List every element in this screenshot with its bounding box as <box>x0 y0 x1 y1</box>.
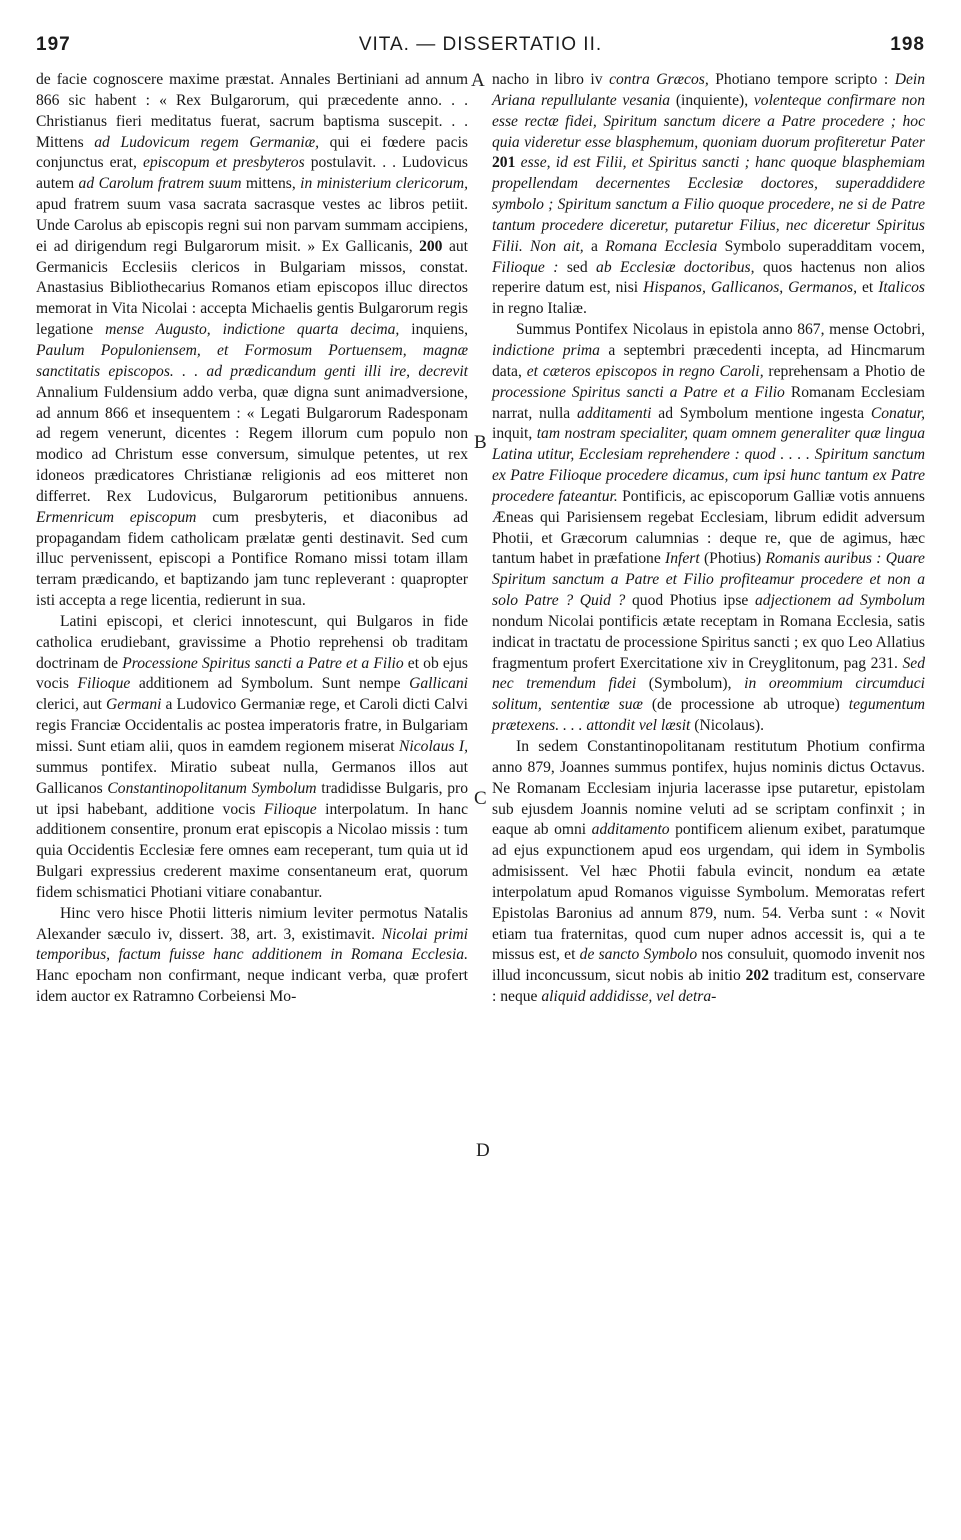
margin-marker-d: D <box>476 1140 490 1161</box>
right-paragraph-2: Summus Pontifex Nicolaus in epistola anno 867, mense Octobri, indictione prima a septembri præcedenti incepta, ad Hincmarum data, et cæteros episcopos in regno Caroli, reprehensam a Photio de processione Spiritus sancti a Patre et a Filio Romanam Ecclesiam narrat, nulla additamenti ad Symbolum mentione ingesta Conatur, inquit, tam nostram specialiter, quam omnem generaliter quæ lingua Latina utitur, Ecclesiam reprehendere : quod . . . . Spiritum sanctum ex Patre Filioque procedere dicamus, cum ipsi hunc tantum ex Patre procedere fateantur. Pontificis, ac episcoporum Galliæ votis annuens Æneas qui Parisiensem regebat Ecclesiam, librum edidit adversum Photii, et Græcorum calumnias : deque re, que de agimus, hæc tantum habet in præfatione Infert (Photius) Romanis auribus : Quare Spiritum sanctum a Patre et Filio profiteamur procedere et non a solo Patre ? Quid ? quod Photius ipse adjectionem ad Symbolum nondum Nicolai pontificis ætate receptam in Romana Ecclesia, satis indicat in tractatu de processione Spiritus sancti ; ex quo Leo Allatius fragmentum profert Exercitatione xiv in Creyglitonum, pag 231. Sed nec tremendum fidei (Symbolum), in oreommium circumduci solitum, sententiæ suæ (de processione ab utroque) tegumentum prætexens. . . . attondit vel læsit (Nicolaus). <box>492 321 926 735</box>
folio-marker: 201 <box>492 154 516 172</box>
left-paragraph-3: Hinc vero hisce Photii litteris nimium leviter permotus Natalis Alexander sæculo iv, dissert. 38, art. 3, existimavit. Nicolai primi temporibus, factum fuisse hanc additionem in Romana Ecclesia. Hanc epocham non confirmant, neque indicant verba, quæ profert idem auctor ex Ratramno Corbeiensi Mo- <box>36 904 468 1006</box>
page-number-right: 198 <box>890 34 925 55</box>
running-header <box>36 34 925 64</box>
right-paragraph-1: nacho in libro iv contra Græcos, Photiano tempore scripto : Dein Ariana repullulante vesania (inquiente), volenteque confirmare non esse rectæ fidei, Spiritum sanctum dicere a Patre procedere ; hoc quia videretur esse blasphemum, quoniam duorum profiteretur Pater 201 esse, id est Filii, et Spiritus sancti ; hanc quoque blasphemiam propellendam decernentes Ecclesiæ doctores, superaddidere symbolo ; Spiritum sanctum a Filio quoque procedere, ne si de Patre tantum procedere diceretur, putaretur Filius, nec diceretur Spiritus Filii. Non ait, a Romana Ecclesia Symbolo superadditam vocem, Filioque : sed ab Ecclesiæ doctoribus, quos hactenus non alios reperire datum est, nisi Hispanos, Gallicanos, Germanos, et Italicos in regno Italiæ. <box>492 71 925 318</box>
left-paragraph-1: de facie cognoscere maxime præstat. Annales Bertiniani ad annum 866 sic habent : « Rex Bulgarorum, qui præcedente anno. . . Christianus fieri meditatus fuerat, sacrum baptisma suscepit. . . Mittens ad Ludovicum regem Germaniæ, qui ei fœdere pacis conjunctus erat, episcopum et presbyteros postulavit. . . Ludovicus autem ad Carolum fratrem suum mittens, in ministerium clericorum, apud fratrem suum vasa sacrata sacrasque vestes ac libros petiit. Unde Carolus ab episcopis regni sui non parvam summam accipiens, ei ad dirigendum regi Bulgarorum misit. » Ex Gallicanis, 200 aut Germanicis Ecclesiis clericos in Bulgariam missos, constat. Anastasius Bibliothecarius Romanos etiam episcopos illuc directos memorat in Vita Nicolai : accepta Michaelis gentis Bulgarorum regis legatione mense Augusto, indictione quarta decima, inquiens, Paulum Populoniensem, et Formosum Portuensem, magnæ sanctitatis episcopos. . . ad prædicandum genti illi ire, decrevit Annalium Fuldensium addo verba, quæ digna sunt animadversione, ad annum 866 et insequentem : « Legati Bulgarorum Radesponam ad regem venerunt, dicentes : Regem illorum cum populo non modico ad Christum esse conversum, simulque petentes, ut rex idoneos prædicatores Christianæ religionis ad eos mitteret non differret. Rex Ludovicus, Bulgarorum petitionibus annuens. Ermenricum episcopum cum presbyteris, et diaconibus ad propagandam fidem catholicam prælatæ genti destinavit. Sed cum illuc pervenissent, episcopi a Pontifice Romano missi totam illam terram prædicando, et baptizando jam tunc repleverant : quapropter isti accepta a rege licentia, redierunt in sua. <box>36 71 469 610</box>
right-column <box>492 70 925 1008</box>
margin-marker-b: B <box>474 432 487 453</box>
folio-marker: 200 <box>419 237 443 255</box>
right-paragraph-3: In sedem Constantinopolitanam restitutum Photium confirma anno 879, Joannes summus pontifex, hujus nominis dictus Octavus. Ne Romanam Ecclesiam injuria lacerasse ipse putaretur, epistolam sub ejusdem Joannis nomine veluti ad se scriptam confinxit ; in eaque ab omni additamento pontificem alienum exibet, paratumque ad ejus expunctionem apud eos urgendam, qui idem in Symbolis admisissent. Vel hæc Photii fabula evincit, nondum ea ætate interpolatum apud Romanos viguisse Symbolum. Memoratas refert Epistolas Baronius ad annum 879, num. 54. Verba sunt : « Novit etiam tua fraternitas, quod cum nuper adnos accessit is, qui a te missus est, et de sancto Symbolo nos consuluit, quomodo invenit nos illud inconcussum, sicut nobis ab initio 202 traditum est, conservare : neque aliquid addidisse, vel detra- <box>492 738 926 1006</box>
folio-marker: 202 <box>745 967 769 985</box>
running-title: VITA. — DISSERTATIO II. <box>358 34 603 55</box>
margin-marker-a: A <box>471 70 485 91</box>
page-number-left: 197 <box>36 34 71 55</box>
left-paragraph-2: Latini episcopi, et clerici innotescunt, qui Bulgaros in fide catholica erudiebant, gravissime a Photio reprehensi ob traditam doctrinam de Processione Spiritus sancti a Patre et a Filio et ob ejus vocis Filioque additionem ad Symbolum. Sunt nempe Gallicani clerici, aut Germani a Ludovico Germaniæ rege, et Caroli dicti Calvi regis Franciæ Occidentalis ac postea imperatoris fratre, in Bulgariam missi. Sunt etiam alii, quos in eamdem regionem miserat Nicolaus I, summus pontifex. Miratio subeat nulla, Germanos illos aut Gallicanos Constantinopolitanum Symbolum tradidisse Bulgaris, pro ut ipsi habebant, additione vocis Filioque interpolatum. In hanc additionem consentire, pronum erat episcopis a Nicolao missis : tum quia Occidentis Ecclesiæ fere omnes eam receperant, tum quia ut id Bulgari expressius crederent maxime consentaneum erat, quorum fidem schismatici Photiani vitiare conabantur. <box>36 612 469 901</box>
left-column <box>36 70 468 1008</box>
margin-marker-c: C <box>474 788 487 809</box>
